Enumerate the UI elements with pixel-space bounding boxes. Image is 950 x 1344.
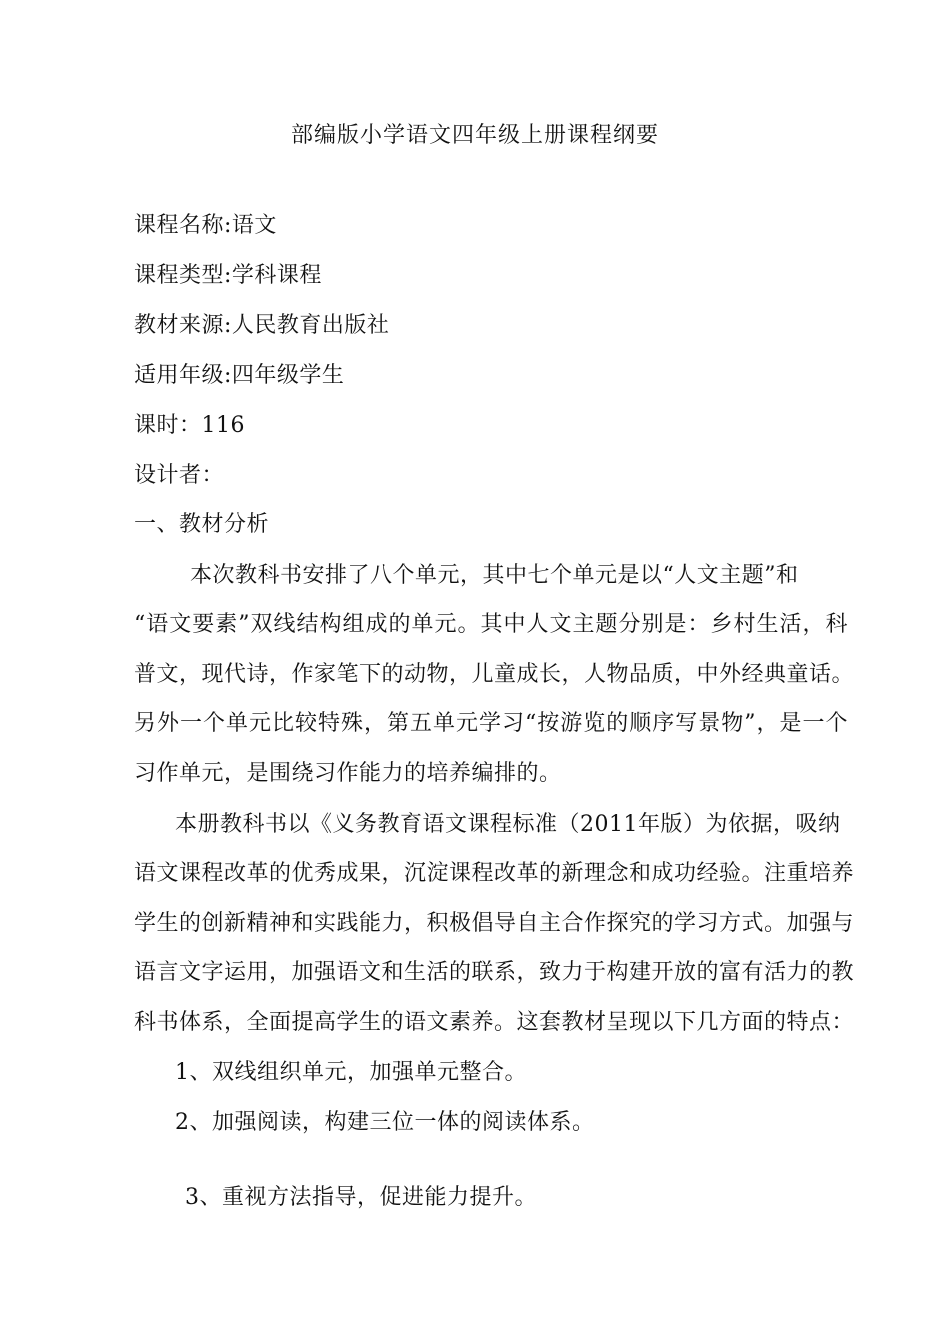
list-item: 2、加强阅读，构建三位一体的阅读体系。 xyxy=(175,1110,595,1135)
course-type: 课程类型:学科课程 xyxy=(134,263,322,288)
paragraph-line: 语文课程改革的优秀成果，沉淀课程改革的新理念和成功经验。注重培养 xyxy=(134,861,855,886)
paragraph-line: “语文要素”双线结构组成的单元。其中人文主题分别是：乡村生活，科 xyxy=(134,612,848,637)
paragraph-line: 普文，现代诗，作家笔下的动物，儿童成长，人物品质，中外经典童话。 xyxy=(134,662,855,687)
designer: 设计者： xyxy=(134,463,225,488)
paragraph-line: 科书体系，全面提高学生的语文素养。这套教材呈现以下几方面的特点： xyxy=(134,1010,855,1035)
paragraph-line: 习作单元，是围绕习作能力的培养编排的。 xyxy=(134,761,562,786)
textbook-source: 教材来源:人民教育出版社 xyxy=(134,313,390,338)
class-hours: 课时：116 xyxy=(134,413,245,438)
list-item: 1、双线组织单元，加强单元整合。 xyxy=(175,1060,527,1085)
document-title: 部编版小学语文四年级上册课程纲要 xyxy=(290,123,659,148)
paragraph-line: 语言文字运用，加强语文和生活的联系，致力于构建开放的富有活力的教 xyxy=(134,960,855,985)
applicable-grade: 适用年级:四年级学生 xyxy=(134,363,345,388)
paragraph-line: 另外一个单元比较特殊，第五单元学习“按游览的顺序写景物”，是一个 xyxy=(134,711,848,736)
list-item: 3、重视方法指导，促进能力提升。 xyxy=(185,1185,537,1210)
course-name: 课程名称:语文 xyxy=(134,213,277,238)
paragraph-line: 本次教科书安排了八个单元，其中七个单元是以“人文主题”和 xyxy=(190,563,799,588)
paragraph-line: 学生的创新精神和实践能力，积极倡导自主合作探究的学习方式。加强与 xyxy=(134,911,855,936)
paragraph-line: 本册教科书以《义务教育语文课程标准（2011年版）为依据，吸纳 xyxy=(175,812,841,837)
section-heading: 一、教材分析 xyxy=(134,512,270,537)
